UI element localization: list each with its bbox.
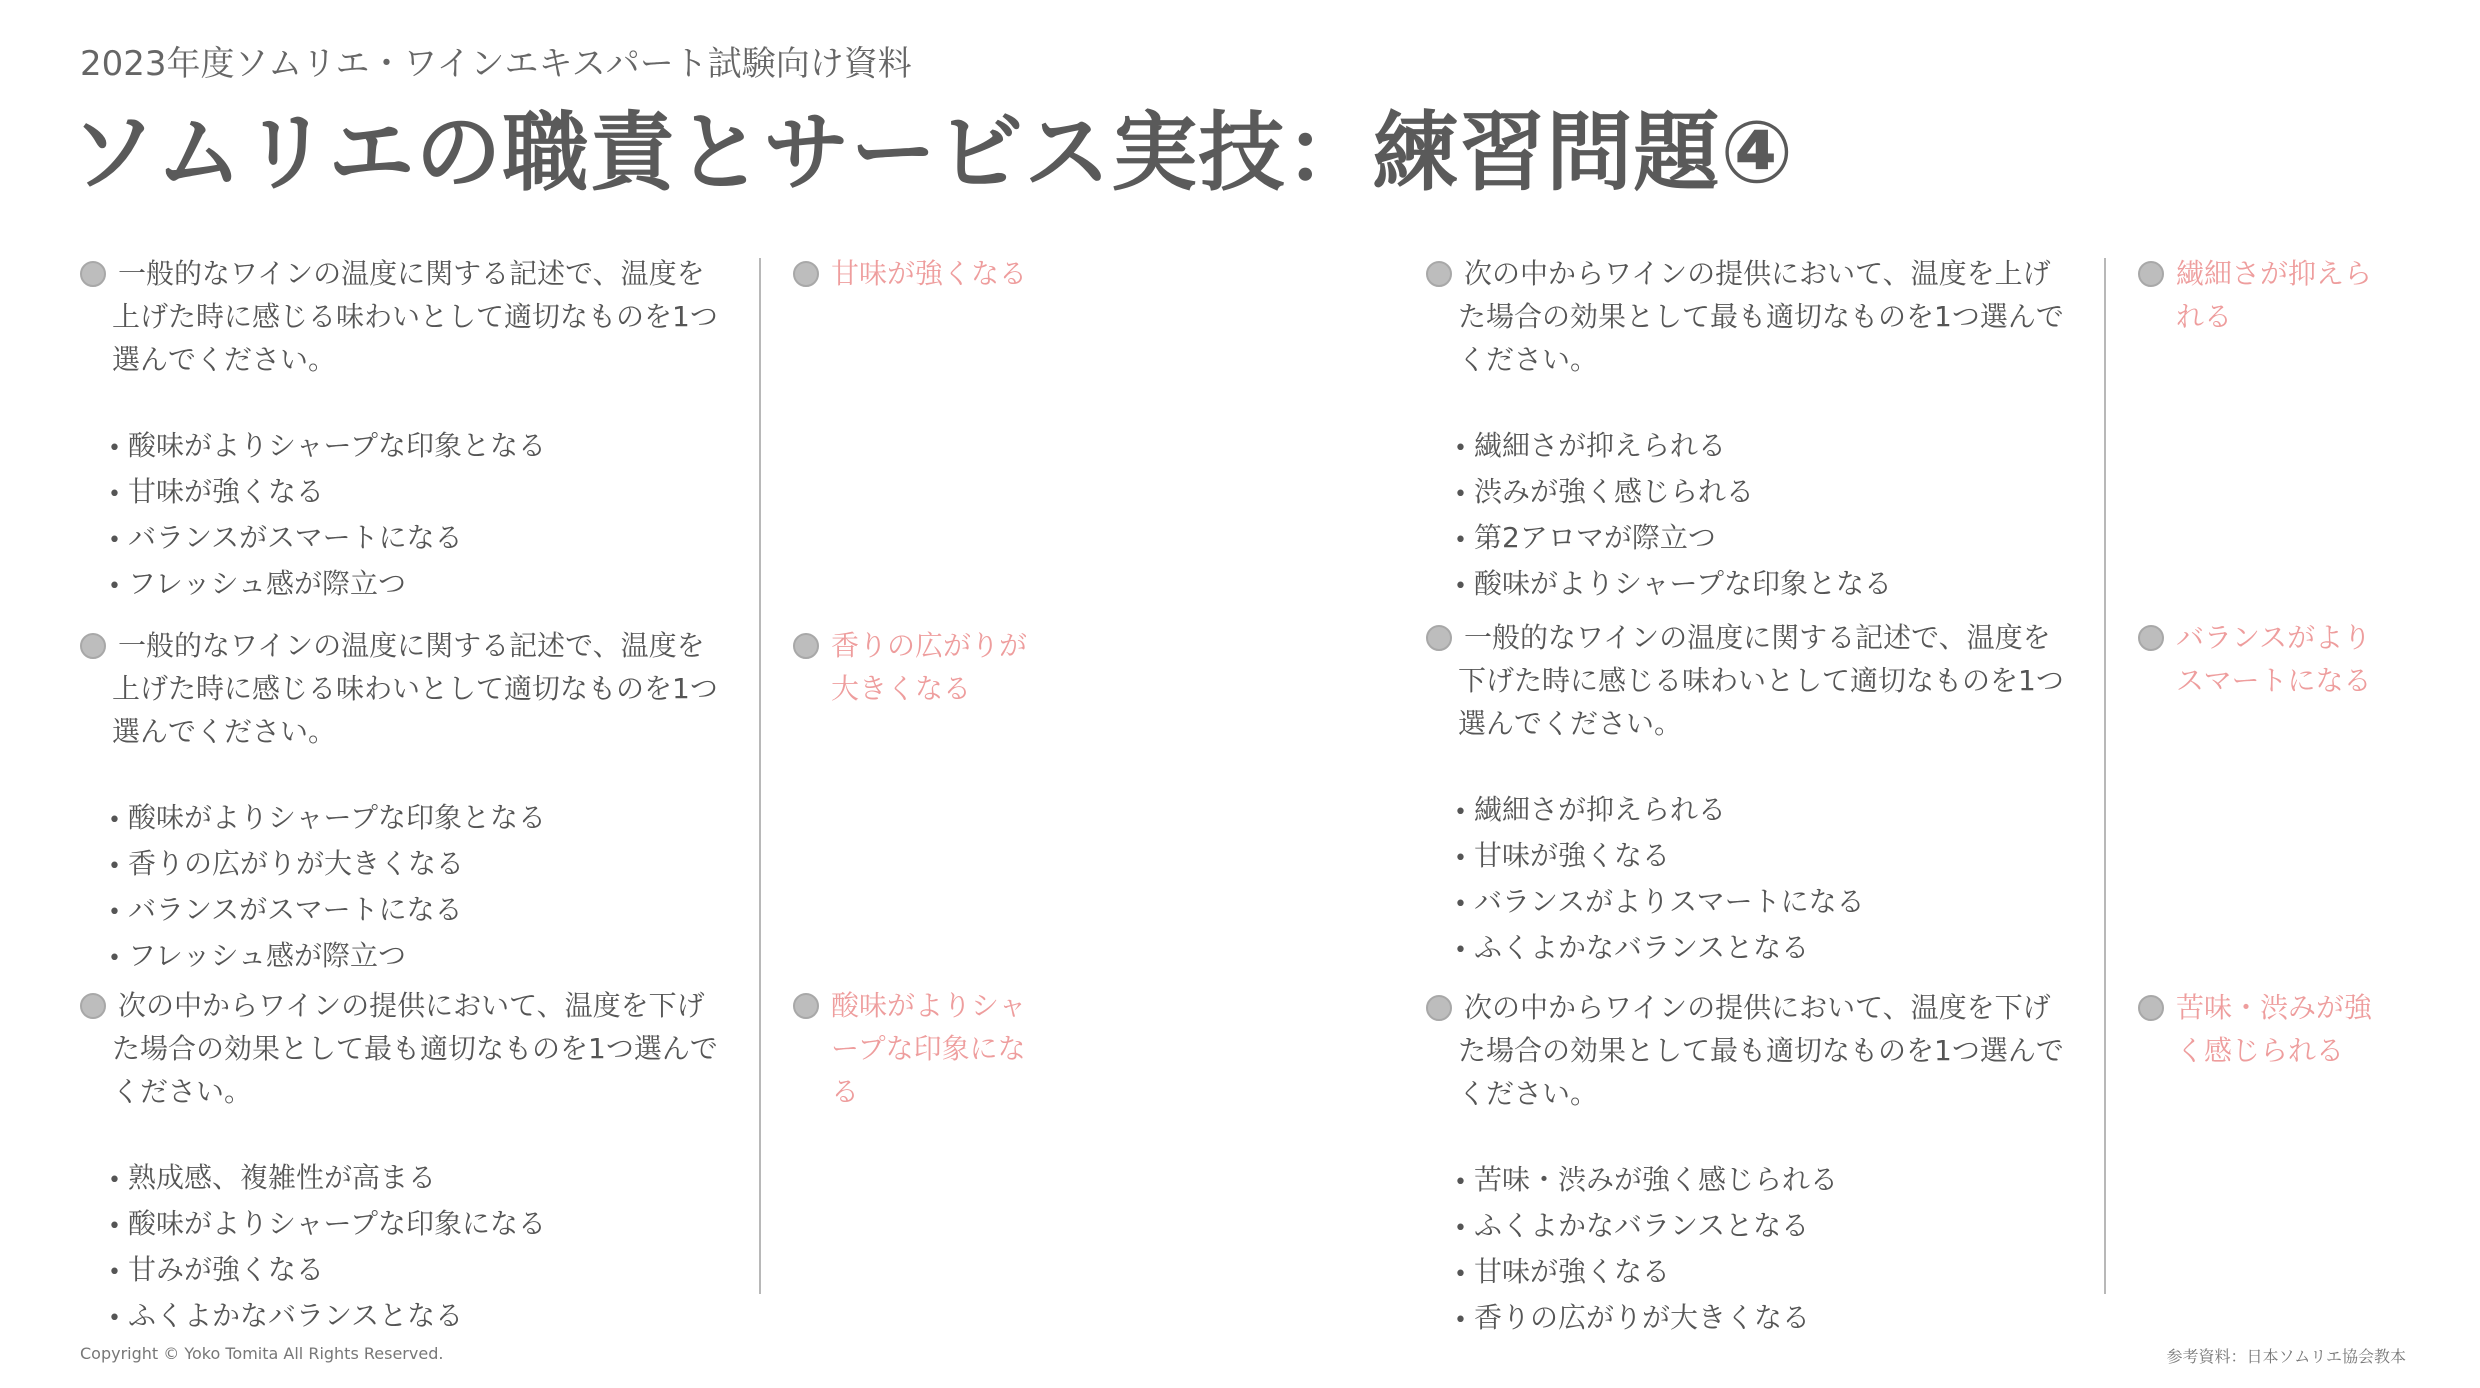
answer-block-3 <box>793 984 1033 1113</box>
option-item: • 熟成感、複雑性が高まる <box>108 1161 437 1194</box>
option-item: • 酸味がよりシャープな印象となる <box>108 801 547 834</box>
bullet-dot-icon <box>2138 261 2164 287</box>
bullet-dot-icon <box>1426 261 1452 287</box>
reference-text: 参考資料：日本ソムリエ協会教本 <box>2166 1347 2406 1366</box>
answer-block-5 <box>2138 616 2378 702</box>
question-text: 一般的なワインの温度に関する記述で、温度を上げた時に感じる味わいとして適切なものを1つ選んでください。 <box>112 257 718 376</box>
answer-text: 酸味がよりシャープな印象になる <box>831 989 1027 1108</box>
option-item: • 香りの広がりが大きくなる <box>108 847 465 880</box>
answer-text: 苦味・渋みが強く感じられる <box>2176 991 2373 1067</box>
question-block-2 <box>80 624 730 980</box>
answer-text: 甘味が強くなる <box>831 257 1028 290</box>
copyright-text: Copyright © Yoko Tomita All Rights Reserved. <box>80 1344 444 1363</box>
option-list <box>108 1156 730 1340</box>
option-item: • 繊細さが抑えられる <box>1454 793 1727 826</box>
option-list <box>1454 424 2076 608</box>
option-item: • ふくよかなバランスとなる <box>1454 1209 1810 1242</box>
answer-block-1 <box>793 252 1033 295</box>
option-item: • フレッシュ感が際立つ <box>108 939 407 972</box>
question-text: 次の中からワインの提供において、温度を下げた場合の効果として最も適切なものを1つ選んでください。 <box>1458 991 2064 1110</box>
option-item: • ふくよかなバランスとなる <box>1454 931 1810 964</box>
answer-block-2 <box>793 624 1033 710</box>
option-list <box>1454 1158 2076 1342</box>
column-divider-left <box>759 258 761 1294</box>
answer-text: バランスがよりスマートになる <box>2176 621 2372 697</box>
option-item: • バランスがスマートになる <box>108 893 463 926</box>
option-item: • ふくよかなバランスとなる <box>108 1299 464 1332</box>
answer-text: 香りの広がりが大きくなる <box>831 629 1028 705</box>
option-item: • 渋みが強く感じられる <box>1454 475 1755 508</box>
bullet-dot-icon <box>2138 995 2164 1021</box>
question-block-5 <box>1426 616 2076 972</box>
question-block-4 <box>1426 252 2076 608</box>
question-block-3 <box>80 984 730 1340</box>
bullet-dot-icon <box>793 993 819 1019</box>
option-item: • 苦味・渋みが強く感じられる <box>1454 1163 1839 1196</box>
question-text: 次の中からワインの提供において、温度を上げた場合の効果として最も適切なものを1つ選んでください。 <box>1458 257 2064 376</box>
question-text: 一般的なワインの温度に関する記述で、温度を下げた時に感じる味わいとして適切なものを1つ選んでください。 <box>1458 621 2064 740</box>
bullet-dot-icon <box>1426 995 1452 1021</box>
option-item: • 第2アロマが際立つ <box>1454 521 1716 554</box>
page-title: ソムリエの職責とサービス実技：練習問題④ <box>70 103 1795 203</box>
option-item: • 酸味がよりシャープな印象となる <box>1454 567 1893 600</box>
answer-block-6 <box>2138 986 2378 1072</box>
bullet-dot-icon <box>1426 625 1452 651</box>
option-item: • 繊細さが抑えられる <box>1454 429 1727 462</box>
option-item: • フレッシュ感が際立つ <box>108 567 407 600</box>
answer-text: 繊細さが抑えられる <box>2176 257 2373 333</box>
question-text: 一般的なワインの温度に関する記述で、温度を上げた時に感じる味わいとして適切なものを1つ選んでください。 <box>112 629 718 748</box>
option-list <box>1454 788 2076 972</box>
question-block-6 <box>1426 986 2076 1342</box>
bullet-dot-icon <box>80 261 106 287</box>
option-list <box>108 796 730 980</box>
bullet-dot-icon <box>80 993 106 1019</box>
bullet-dot-icon <box>793 261 819 287</box>
option-item: • 酸味がよりシャープな印象となる <box>108 429 547 462</box>
bullet-dot-icon <box>2138 625 2164 651</box>
column-divider-right <box>2104 258 2106 1294</box>
page-subtitle: 2023年度ソムリエ・ワインエキスパート試験向け資料 <box>80 44 912 84</box>
option-item: • 甘味が強くなる <box>1454 839 1671 872</box>
option-item: • バランスがスマートになる <box>108 521 463 554</box>
option-item: • 甘味が強くなる <box>1454 1255 1671 1288</box>
option-list <box>108 424 730 608</box>
option-item: • 香りの広がりが大きくなる <box>1454 1301 1811 1334</box>
bullet-dot-icon <box>80 633 106 659</box>
option-item: • 甘みが強くなる <box>108 1253 325 1286</box>
option-item: • 甘味が強くなる <box>108 475 325 508</box>
option-item: • 酸味がよりシャープな印象になる <box>108 1207 547 1240</box>
question-text: 次の中からワインの提供において、温度を下げた場合の効果として最も適切なものを1つ選んでください。 <box>112 989 718 1108</box>
bullet-dot-icon <box>793 633 819 659</box>
question-block-1 <box>80 252 730 608</box>
option-item: • バランスがよりスマートになる <box>1454 885 1865 918</box>
answer-block-4 <box>2138 252 2378 338</box>
